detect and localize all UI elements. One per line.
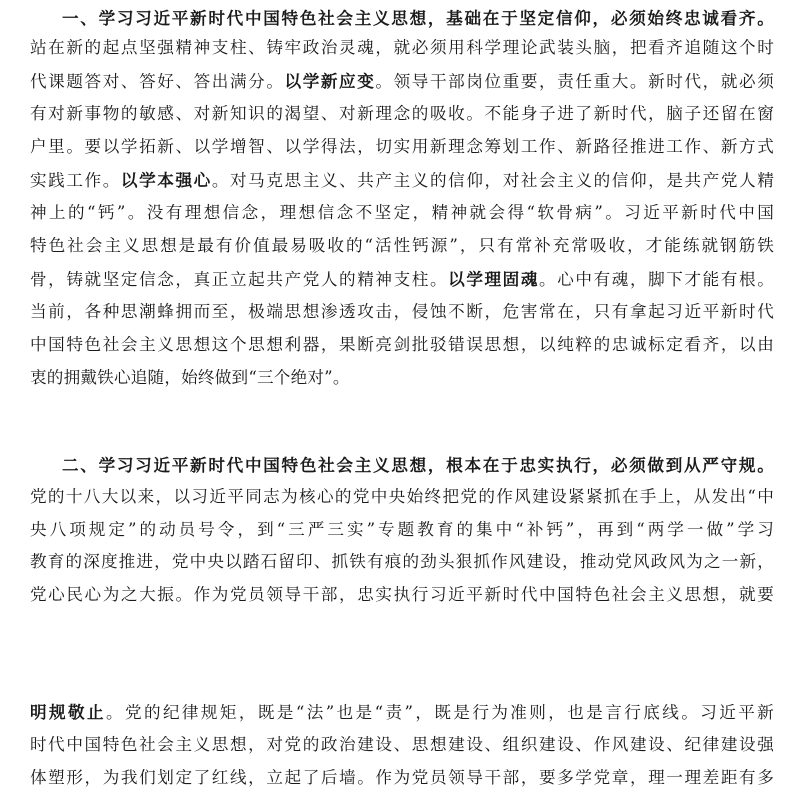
text-run: 教育的深度推进，党中央以踏石留印、抓铁有痕的劲头狠抓作风建设，推动党风政风为之一新， (30, 552, 774, 571)
section-1-line (30, 69, 774, 93)
section-1-line (30, 168, 774, 192)
section-1-line (30, 102, 774, 126)
section-1-heading: 一、学习习近平新时代中国特色社会主义思想，基础在于坚定信仰，必须始终忠诚看齐。 (62, 8, 774, 28)
text-run: 。心中有魂，脚下才能有根。 (539, 270, 774, 289)
section-2-heading: 二、学习习近平新时代中国特色社会主义思想，根本在于忠实执行，必须做到从严守规。 (62, 455, 774, 475)
text-run: 代课题答对、答好、答出满分。 (30, 72, 285, 91)
section-1-line (30, 267, 774, 291)
section-3-line (30, 733, 774, 757)
text-run: 当前，各种思潮蜂拥而至，极端思想渗透攻击，侵蚀不断，危害常在，只有拿起习近平新时代 (30, 302, 774, 321)
text-run: 站在新的起点坚强精神支柱、铸牢政治灵魂，就必须用科学理论武装头脑，把看齐追随这个时 (30, 38, 774, 57)
text-run: 时代中国特色社会主义思想，对党的政治建设、思想建设、组织建设、作风建设、纪律建设强 (30, 735, 774, 754)
section-3-line (30, 700, 774, 724)
text-run: 神上的“钙”。没有理想信念，理想信念不坚定，精神就会得“软骨病”。习近平新时代中国 (30, 203, 774, 222)
text-run: 。对马克思主义、共产主义的信仰，对社会主义的信仰，是共产党人精 (211, 171, 774, 190)
section-1-line (30, 234, 774, 258)
bold-phrase: 以学本强心 (120, 170, 212, 190)
section-1-line (30, 36, 774, 60)
text-run: 衷的拥戴铁心追随，始终做到“三个绝对”。 (30, 368, 350, 387)
section-1-line (30, 333, 774, 357)
text-run: 。领导干部岗位重要，责任重大。新时代，就必须 (375, 72, 774, 91)
section-1-line (30, 300, 774, 324)
section-1-line (30, 201, 774, 225)
text-run: 户里。要以学拓新、以学增智、以学得法，切实用新理念筹划工作、新路径推进工作、新方式 (30, 137, 774, 156)
section-2-line (30, 518, 774, 542)
text-run: 中国特色社会主义思想这个思想利器，果断亮剑批驳错误思想，以纯粹的忠诚标定看齐，以由 (30, 335, 774, 354)
section-2-line (30, 550, 774, 574)
section-1-line (30, 135, 774, 159)
bold-phrase: 明规敬止 (30, 702, 106, 722)
text-run: 。党的纪律规矩，既是“法”也是“责”，既是行为准则，也是言行底线。习近平新 (105, 703, 774, 722)
text-run: 实践工作。 (30, 171, 121, 190)
text-run: 有对新事物的敏感、对新知识的渴望、对新理念的吸收。不能身子进了新时代，脑子还留在窗 (30, 104, 774, 123)
text-run: 央八项规定”的动员号令，到“三严三实”专题教育的集中“补钙”，再到“两学一做”学习 (30, 519, 774, 539)
bold-phrase: 以学理固魂 (448, 269, 540, 289)
section-3-line (30, 766, 774, 790)
section-2-line (30, 583, 774, 607)
text-run: 体塑形，为我们划定了红线，立起了后墙。作为党员领导干部，要多学党章，理一理差距有多 (30, 768, 774, 787)
bold-phrase: 以学新应变 (284, 71, 376, 91)
section-2-line (30, 485, 774, 509)
text-run: 党的十八大以来，以习近平同志为核心的党中央始终把党的作风建设紧紧抓在手上，从发出“中 (30, 487, 774, 506)
text-run: 党心民心为之大振。作为党员领导干部，忠实执行习近平新时代中国特色社会主义思想，就要 (30, 584, 774, 604)
text-run: 骨，铸就坚定信念，真正立起共产党人的精神支柱。 (30, 270, 449, 289)
text-run: 特色社会主义思想是最有价值最易吸收的“活性钙源”，只有常补充常吸收，才能练就钢筋铁 (30, 236, 774, 255)
section-1-line (30, 366, 774, 390)
